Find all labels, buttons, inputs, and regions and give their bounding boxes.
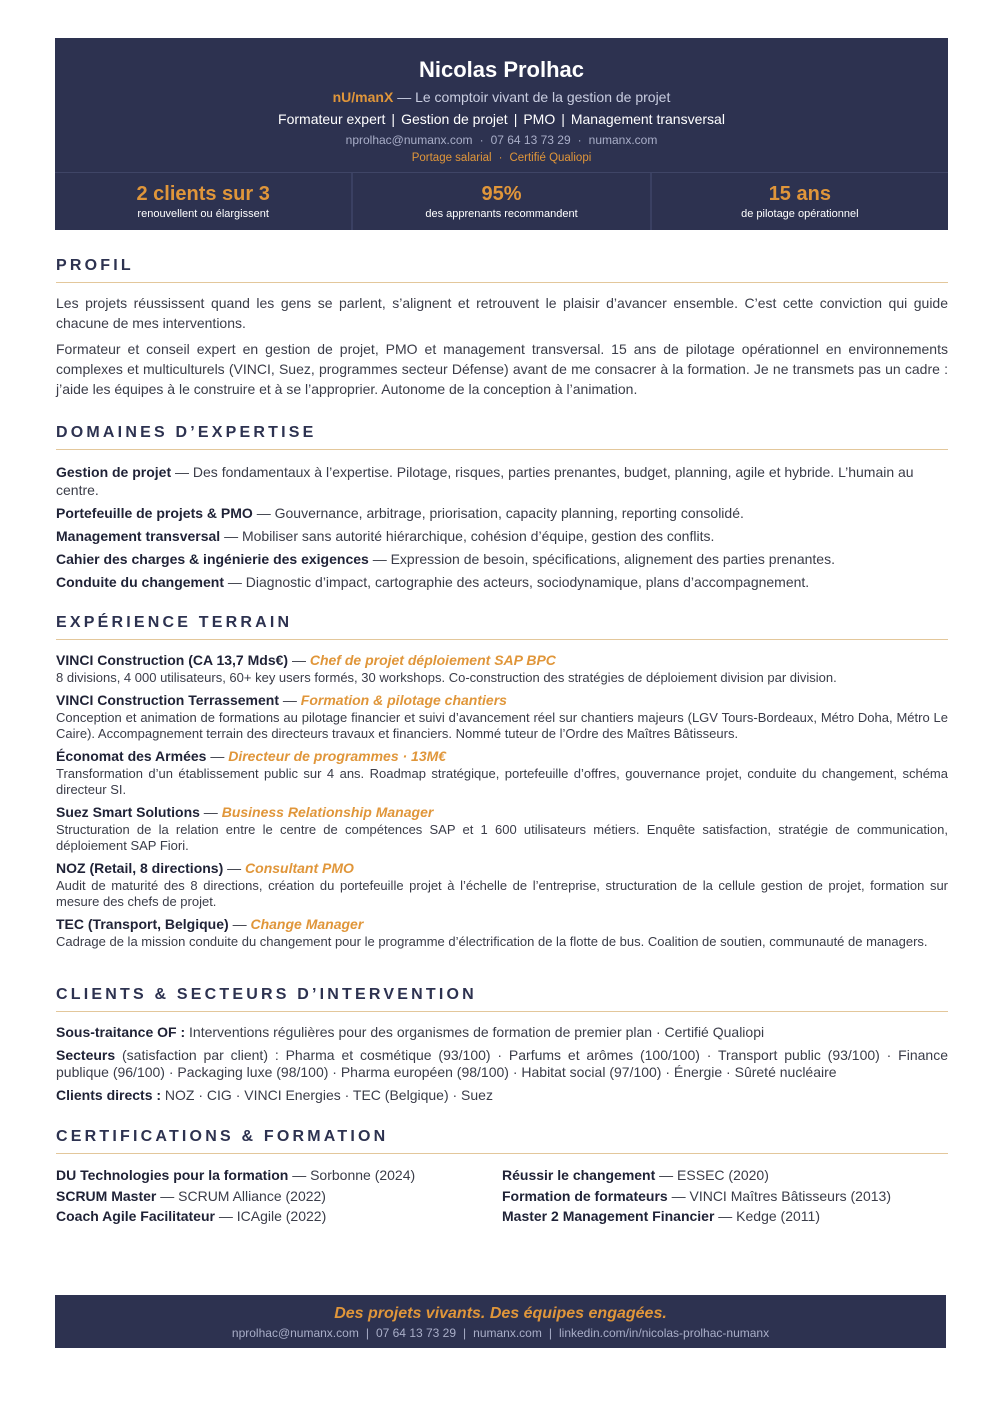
cert-detail: — ESSEC (2020): [655, 1167, 769, 1183]
contact-separator: ·: [577, 133, 582, 147]
expertise-name: Cahier des charges & ingénierie des exigences: [56, 551, 369, 567]
job-description: Transformation d’un établissement public sur 4 ans. Roadmap stratégique, portefeuille d’offres, gouvernance projet, conduite du changement, schéma directeur SI.: [56, 765, 948, 797]
expertise-item: [56, 573, 948, 591]
stat-label: des apprenants recommandent: [425, 208, 578, 220]
title-item: Formateur expert: [278, 111, 386, 127]
brand-line: [55, 88, 948, 106]
stats-bar: [55, 172, 948, 230]
expertise-item: [56, 463, 948, 499]
job-entry: [56, 747, 948, 799]
footer-website-link[interactable]: numanx.com: [473, 1326, 542, 1340]
cert-name: Formation de formateurs: [502, 1187, 668, 1204]
phone-number[interactable]: 07 64 13 73 29: [490, 133, 571, 147]
expertise-item: [56, 527, 948, 545]
section-clients: [56, 985, 948, 1109]
section-certifications: [56, 1127, 948, 1227]
job-entry: [56, 691, 948, 743]
stat-label: de pilotage opérationnel: [741, 208, 859, 220]
client-text: Interventions régulières pour des organismes de formation de premier plan · Certifié Qualiopi: [185, 1024, 765, 1040]
section-title: PROFIL: [56, 256, 948, 283]
cert-detail: — Kedge (2011): [714, 1208, 820, 1224]
expertise-desc: — Diagnostic d’impact, cartographie des acteurs, sociodynamique, plans d’accompagnement.: [224, 574, 810, 590]
footer-email-link[interactable]: nprolhac@numanx.com: [231, 1326, 359, 1340]
cert-name: SCRUM Master: [56, 1187, 157, 1204]
job-dash: —: [206, 747, 229, 764]
cert-item: [56, 1165, 502, 1186]
cert-item: [502, 1186, 948, 1207]
badge-portage: Portage salarial: [411, 152, 492, 164]
cert-detail: — Sorbonne (2024): [288, 1167, 416, 1183]
job-description: Structuration de la relation entre le centre de compétences SAP et 1 600 utilisateurs métiers. Enquête satisfaction, stratégie de communication, déploiement SAP Fiori.: [56, 821, 948, 853]
section-profil: [56, 256, 948, 399]
cert-name: Coach Agile Facilitateur: [56, 1208, 215, 1224]
job-role: Formation & pilotage chantiers: [300, 691, 507, 708]
client-label: Secteurs: [56, 1046, 116, 1063]
expertise-name: Portefeuille de projets & PMO: [56, 505, 253, 521]
expertise-item: [56, 504, 948, 522]
job-company: VINCI Construction Terrassement: [56, 691, 280, 708]
header-banner: [55, 38, 948, 230]
client-text: (satisfaction par client) : Pharma et cosmétique (93/100) · Parfums et arômes (100/100) · Transport public (93/100) · Finance publique (96/100) · Packaging luxe (98/100) · Pharma européen (98/100) · Habitat social (97/100) · Énergie · Sûreté nucléaire: [56, 1046, 948, 1080]
job-dash: —: [199, 803, 222, 820]
footer-phone[interactable]: 07 64 13 73 29: [375, 1326, 457, 1340]
cert-name: Réussir le changement: [502, 1167, 656, 1183]
job-entry: [56, 859, 948, 911]
stat-box: [353, 173, 651, 230]
stat-value: 2 clients sur 3: [136, 183, 270, 205]
job-company: TEC (Transport, Belgique): [56, 915, 229, 932]
cert-item: [56, 1206, 502, 1227]
footer-separator: |: [463, 1326, 467, 1340]
badge-separator: ·: [498, 152, 503, 164]
cert-detail: — ICAgile (2022): [214, 1208, 327, 1224]
job-dash: —: [223, 859, 246, 876]
email-link[interactable]: nprolhac@numanx.com: [345, 133, 473, 147]
client-item: [56, 1087, 948, 1105]
job-company: Suez Smart Solutions: [56, 803, 200, 820]
title-item: Management transversal: [570, 111, 725, 127]
job-entry: [56, 651, 948, 687]
footer-tagline: Des projets vivants. Des équipes engagées.: [334, 1305, 667, 1322]
website-link[interactable]: numanx.com: [588, 133, 658, 147]
job-role: Change Manager: [250, 915, 364, 932]
job-entry: [56, 803, 948, 855]
profil-paragraph: Les projets réussissent quand les gens se parlent, s’alignent et retrouvent le plaisir d’avancer ensemble. C’est cette conviction qui guide chacune de mes interventions.: [56, 295, 948, 331]
job-dash: —: [228, 915, 251, 932]
job-description: Audit de maturité des 8 directions, création du portefeuille projet à l’échelle de l’entreprise, structuration de la cellule gestion de projet, formation sur mesure des chefs de projet.: [56, 877, 948, 909]
client-item: [56, 1024, 948, 1042]
job-role: Business Relationship Manager: [221, 803, 434, 820]
section-expertise: [56, 423, 948, 596]
job-company: NOZ (Retail, 8 directions): [56, 859, 224, 876]
expertise-desc: — Des fondamentaux à l’expertise. Pilotage, risques, parties prenantes, budget, planning, agile et hybride. L’humain au centre.: [56, 464, 914, 498]
brand-tagline: — Le comptoir vivant de la gestion de projet: [393, 89, 671, 105]
stat-box: [652, 173, 948, 230]
title-item: PMO: [523, 111, 556, 127]
expertise-name: Conduite du changement: [56, 574, 224, 590]
client-label: Clients directs :: [56, 1086, 162, 1103]
footer-linkedin-link[interactable]: linkedin.com/in/nicolas-prolhac-numanx: [558, 1326, 770, 1340]
client-text: NOZ · CIG · VINCI Energies · TEC (Belgique) · Suez: [161, 1086, 493, 1103]
section-experience: [56, 613, 948, 954]
cert-item: [56, 1186, 502, 1207]
profil-paragraph: Formateur et conseil expert en gestion de projet, PMO et management transversal. 15 ans de pilotage opérationnel en environnements complexes et multiculturels (VINCI, Suez, programmes secteur Défense) avant de me consacrer à la formation. Je ne transmets pas un cadre : j’aide les équipes à le construire et à se l’approprier. Autonome de la conception à l’animation.: [56, 341, 948, 397]
header-badges: [55, 150, 948, 166]
title-separator: |: [391, 111, 396, 127]
cert-column-right: [502, 1165, 948, 1227]
job-entry: [56, 915, 948, 951]
footer-banner: [55, 1295, 946, 1348]
section-title: CERTIFICATIONS & FORMATION: [56, 1127, 948, 1154]
cert-name: Master 2 Management Financier: [502, 1208, 715, 1224]
expertise-desc: — Gouvernance, arbitrage, priorisation, capacity planning, reporting consolidé.: [252, 505, 744, 521]
section-title: CLIENTS & SECTEURS D’INTERVENTION: [56, 985, 948, 1012]
client-label: Sous-traitance OF :: [56, 1024, 186, 1040]
expertise-desc: — Expression de besoin, spécifications, alignement des parties prenantes.: [368, 551, 835, 567]
title-item: Gestion de projet: [401, 111, 508, 127]
job-role: Chef de projet déploiement SAP BPC: [309, 652, 556, 668]
stat-box: [55, 173, 353, 230]
job-description: Conception et animation de formations au pilotage financier et suivi d’avancement réel sur chantiers majeurs (LGV Tours-Bordeaux, Métro Doha, Métro Le Caire). Accompagnement terrain des directeurs travaux et financiers. Nommé tuteur de l’Ordre des Maîtres Bâtisseurs.: [56, 709, 948, 741]
candidate-name: Nicolas Prolhac: [418, 57, 585, 82]
title-separator: |: [561, 111, 565, 127]
cert-item: [502, 1165, 948, 1186]
stat-value: 15 ans: [768, 183, 831, 205]
badge-qualiopi: Certifié Qualiopi: [509, 152, 592, 164]
job-description: Cadrage de la mission conduite du changement pour le programme d’électrification de la flotte de bus. Coalition de soutien, communauté de managers.: [56, 933, 928, 949]
job-dash: —: [288, 652, 310, 668]
client-item: [56, 1047, 948, 1082]
footer-contact: [55, 1325, 946, 1341]
job-description: 8 divisions, 4 000 utilisateurs, 60+ key users formés, 30 workshops. Co-construction des stratégies de déploiement division par division.: [56, 670, 837, 685]
title-separator: |: [513, 111, 518, 127]
section-title: DOMAINES D’EXPERTISE: [56, 423, 948, 450]
job-titles: [55, 110, 948, 128]
contact-separator: ·: [479, 133, 484, 147]
job-company: VINCI Construction (CA 13,7 Mds€): [56, 652, 289, 668]
brand-name: nU/manX: [332, 89, 394, 105]
cert-detail: — VINCI Maîtres Bâtisseurs (2013): [667, 1187, 891, 1204]
header-identity: [55, 38, 948, 172]
cert-name: DU Technologies pour la formation: [56, 1167, 289, 1183]
section-title: EXPÉRIENCE TERRAIN: [56, 613, 948, 640]
expertise-name: Management transversal: [56, 528, 221, 544]
stat-label: renouvellent ou élargissent: [137, 208, 269, 220]
cert-item: [502, 1206, 948, 1227]
cert-column-left: [56, 1165, 502, 1227]
cert-detail: — SCRUM Alliance (2022): [156, 1187, 326, 1204]
stat-value: 95%: [481, 183, 522, 205]
header-contact: [55, 132, 948, 148]
footer-separator: |: [548, 1326, 552, 1340]
expertise-name: Gestion de projet: [56, 464, 172, 480]
job-dash: —: [279, 691, 301, 708]
footer-separator: |: [365, 1326, 369, 1340]
job-company: Économat des Armées: [56, 747, 207, 764]
expertise-desc: — Mobiliser sans autorité hiérarchique, cohésion d’équipe, gestion des conflits.: [220, 528, 715, 544]
job-role: Consultant PMO: [245, 859, 354, 876]
cert-grid: [56, 1165, 948, 1227]
expertise-item: [56, 550, 948, 568]
job-role: Directeur de programmes · 13M€: [228, 747, 447, 764]
